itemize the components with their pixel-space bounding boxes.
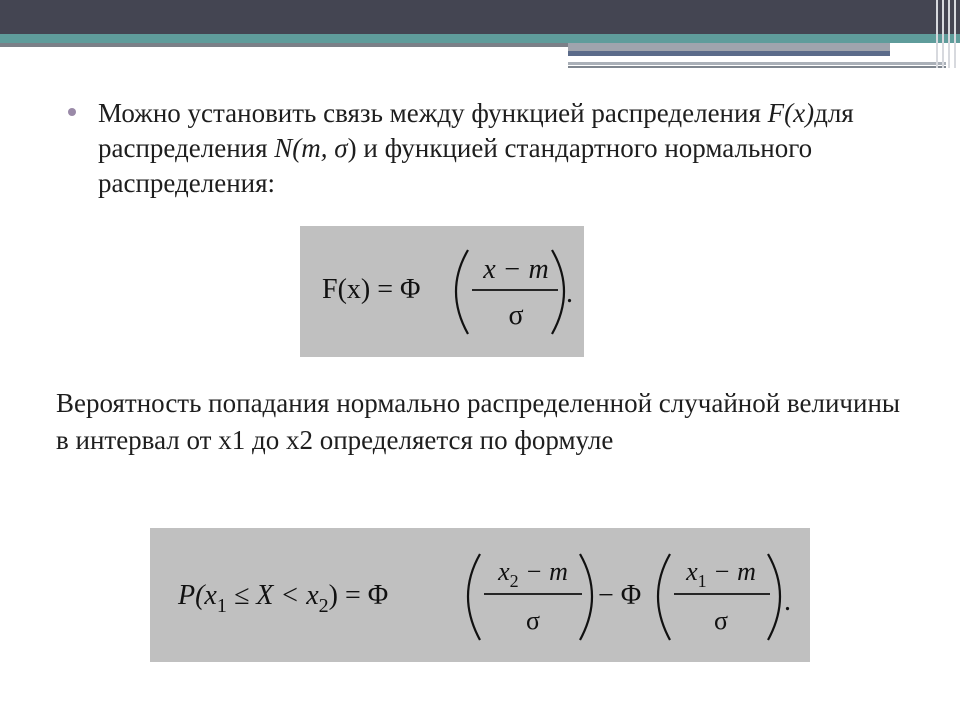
header-vertical-lines (930, 0, 960, 68)
bullet-text-part2: для распределения (98, 98, 854, 163)
formula-2-minus-phi: − Φ (598, 580, 642, 611)
formula-2-denominator-1: σ (525, 606, 541, 635)
right-paren-1 (580, 554, 592, 640)
formula-image-2 (150, 528, 810, 662)
right-paren (552, 250, 564, 334)
bullet-text-part1: Можно установить связь между функцией распределения (98, 98, 768, 128)
formula-2-denominator-2: σ (713, 606, 729, 635)
header-thin-line-dark (568, 66, 946, 68)
bullet-dot (68, 108, 76, 116)
header-accent-bar-blue (568, 51, 890, 56)
header-teal-bar (0, 34, 960, 43)
bullet-text (98, 96, 908, 201)
header-dark-bar (0, 0, 960, 34)
bullet-text-part3: ) и функцией стандартного нормального распределения: (98, 133, 813, 198)
formula-1-period: . (566, 278, 573, 309)
left-paren (456, 250, 468, 334)
right-paren-2 (768, 554, 780, 640)
header-line (0, 43, 568, 47)
formula-1-numerator: x − m (483, 254, 549, 285)
function-fx: F(x) (767, 98, 815, 128)
formula-1-denominator: σ (508, 300, 524, 331)
header-accent-bar (568, 43, 890, 51)
formula-image-1 (300, 226, 584, 357)
formula-2-numerator-2: $x_1 - m$ (686, 557, 756, 591)
formula-2-period: . (784, 586, 791, 617)
left-paren-2 (658, 554, 670, 640)
formula-1-svg (300, 226, 584, 357)
formula-2-svg (150, 528, 810, 662)
normal-distribution-label: N(m, σ (274, 133, 348, 163)
probability-paragraph: Вероятность попадания нормально распределенной случайной величины в интервал от x1 до x2 определяется по формуле (56, 388, 901, 455)
formula-1-lhs: F(x) = Φ (322, 274, 421, 305)
formula-2-lhs: $P(x_1 \le X < x_2) = \Phi$ (178, 580, 389, 617)
left-paren-1 (468, 554, 480, 640)
formula-2-numerator-1: $x_2 - m$ (498, 557, 568, 591)
header-thin-line (568, 62, 946, 65)
